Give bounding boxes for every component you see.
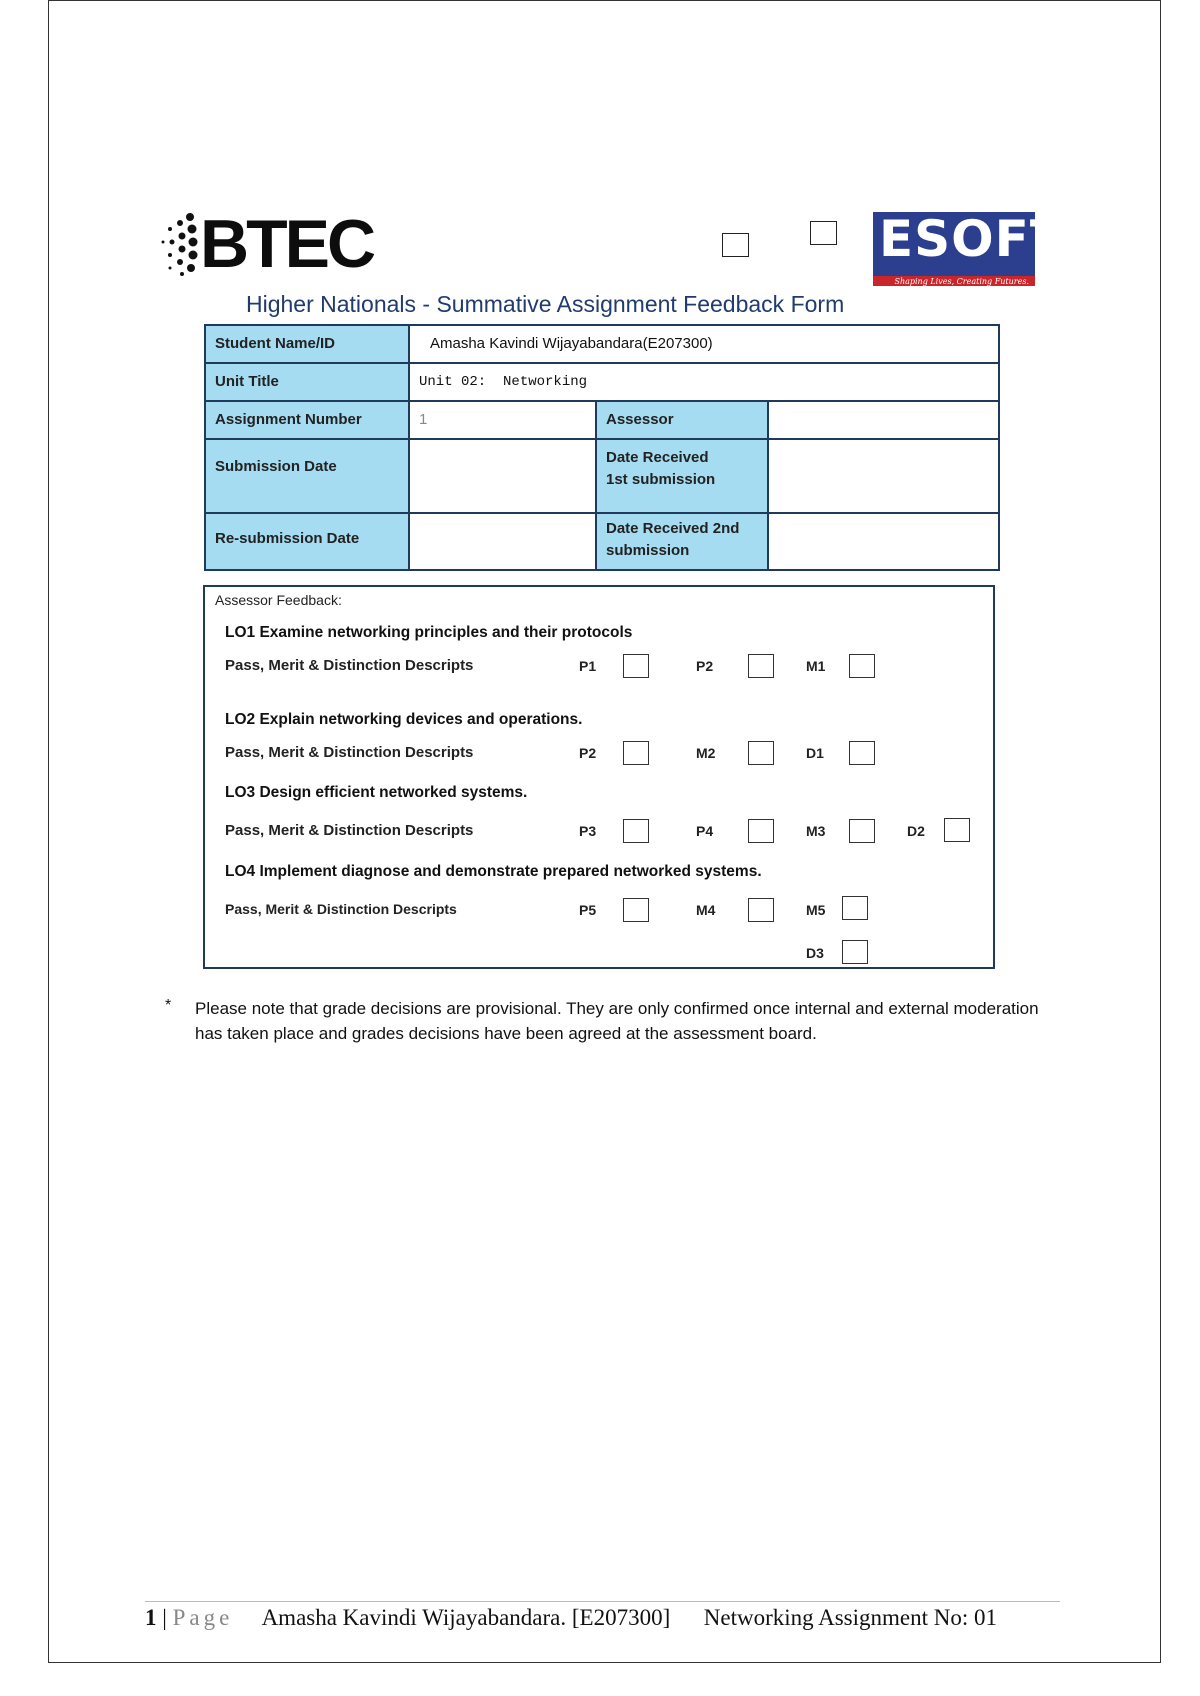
esoft-logo: [873, 210, 1065, 286]
resubmission-date-label: Re-submission Date: [205, 513, 409, 570]
unit-title-label: Unit Title: [205, 363, 409, 401]
lo4-d3-checkbox[interactable]: [842, 940, 868, 964]
esoft-tagline: Shaping Lives, Creating Futures.: [894, 277, 1029, 286]
lo3-criterion-label: M3: [806, 823, 826, 839]
note-asterisk: *: [165, 997, 172, 1014]
lo4-criterion-label: M4: [696, 902, 716, 918]
lo3-p4-checkbox[interactable]: [748, 819, 774, 843]
submission-date-label: Submission Date: [205, 439, 409, 513]
header-checkbox[interactable]: [722, 233, 749, 257]
lo3-descripts: Pass, Merit & Distinction Descripts: [225, 822, 474, 839]
form-title: Higher Nationals - Summative Assignment Feedback Form: [246, 291, 845, 317]
date-received-1st-label: Date Received 1st submission: [596, 439, 768, 513]
lo1-heading: LO1 Examine networking principles and their protocols: [225, 624, 633, 641]
student-info-table: [204, 324, 1000, 571]
lo2-criterion-label: D1: [806, 745, 824, 761]
lo1-p2-checkbox[interactable]: [748, 654, 774, 678]
lo4-descripts: Pass, Merit & Distinction Descripts: [225, 901, 457, 917]
date-received-2nd-value: [768, 513, 999, 570]
assessor-feedback-title: Assessor Feedback:: [215, 592, 342, 608]
assessor-label: Assessor: [596, 401, 768, 439]
lo3-criterion-label: P4: [696, 823, 714, 839]
lo2-criterion-label: P2: [579, 745, 597, 761]
assessor-value: [768, 401, 999, 439]
lo4-m5-checkbox[interactable]: [842, 896, 868, 920]
btec-logo-text: BTEC: [200, 206, 374, 282]
student-name-value: Amasha Kavindi Wijayabandara(E207300): [409, 325, 999, 363]
date-received-1st-value: [768, 439, 999, 513]
lo3-heading: LO3 Design efficient networked systems.: [225, 784, 528, 801]
lo2-m2-checkbox[interactable]: [748, 741, 774, 765]
resubmission-date-value: [409, 513, 596, 570]
header-checkbox[interactable]: [810, 221, 837, 245]
footer-rule: [145, 1601, 1060, 1602]
lo4-p5-checkbox[interactable]: [623, 898, 649, 922]
lo1-descripts: Pass, Merit & Distinction Descripts: [225, 657, 474, 674]
lo1-criterion-label: P2: [696, 658, 714, 674]
assignment-number-label: Assignment Number: [205, 401, 409, 439]
lo3-d2-checkbox[interactable]: [944, 818, 970, 842]
assignment-number-value: 1: [409, 401, 596, 439]
submission-date-value: [409, 439, 596, 513]
lo2-heading: LO2 Explain networking devices and operations.: [225, 711, 583, 728]
lo4-criterion-label: M5: [806, 902, 826, 918]
page-separator: |: [162, 1605, 167, 1630]
footer-assignment: Networking Assignment No: 01: [703, 1605, 998, 1630]
student-name-label: Student Name/ID: [205, 325, 409, 363]
lo4-m4-checkbox[interactable]: [748, 898, 774, 922]
esoft-logo-text: ESOFT: [879, 210, 1065, 268]
lo2-descripts: Pass, Merit & Distinction Descripts: [225, 744, 474, 761]
lo4-criterion-label: P5: [579, 902, 597, 918]
lo1-criterion-label: P1: [579, 658, 597, 674]
lo1-m1-checkbox[interactable]: [849, 654, 875, 678]
lo2-d1-checkbox[interactable]: [849, 741, 875, 765]
date-received-2nd-label: Date Received 2nd submission: [596, 513, 768, 570]
lo3-m3-checkbox[interactable]: [849, 819, 875, 843]
lo3-criterion-label: D2: [907, 823, 925, 839]
provisional-grade-note: Please note that grade decisions are provisional. They are only confirmed once internal and external moderation has taken place and grades decisions have been agreed at the assessment board.: [195, 999, 1039, 1043]
lo2-p2-checkbox[interactable]: [623, 741, 649, 765]
lo2-criterion-label: M2: [696, 745, 716, 761]
footer-author: Amasha Kavindi Wijayabandara. [E207300]: [261, 1605, 671, 1630]
lo3-criterion-label: P3: [579, 823, 597, 839]
lo1-p1-checkbox[interactable]: [623, 654, 649, 678]
page-number: 1: [145, 1605, 157, 1630]
page-label: Page: [172, 1605, 234, 1630]
lo3-p3-checkbox[interactable]: [623, 819, 649, 843]
assessor-feedback-box: [203, 585, 995, 969]
lo4-heading: LO4 Implement diagnose and demonstrate prepared networked systems.: [225, 863, 762, 880]
lo4-criterion-label: D3: [806, 945, 824, 961]
lo1-criterion-label: M1: [806, 658, 826, 674]
btec-logo: [160, 205, 374, 283]
btec-dots-icon: [160, 211, 200, 277]
unit-title-value: Unit 02: Networking: [409, 363, 999, 401]
page-footer: [145, 1605, 997, 1631]
